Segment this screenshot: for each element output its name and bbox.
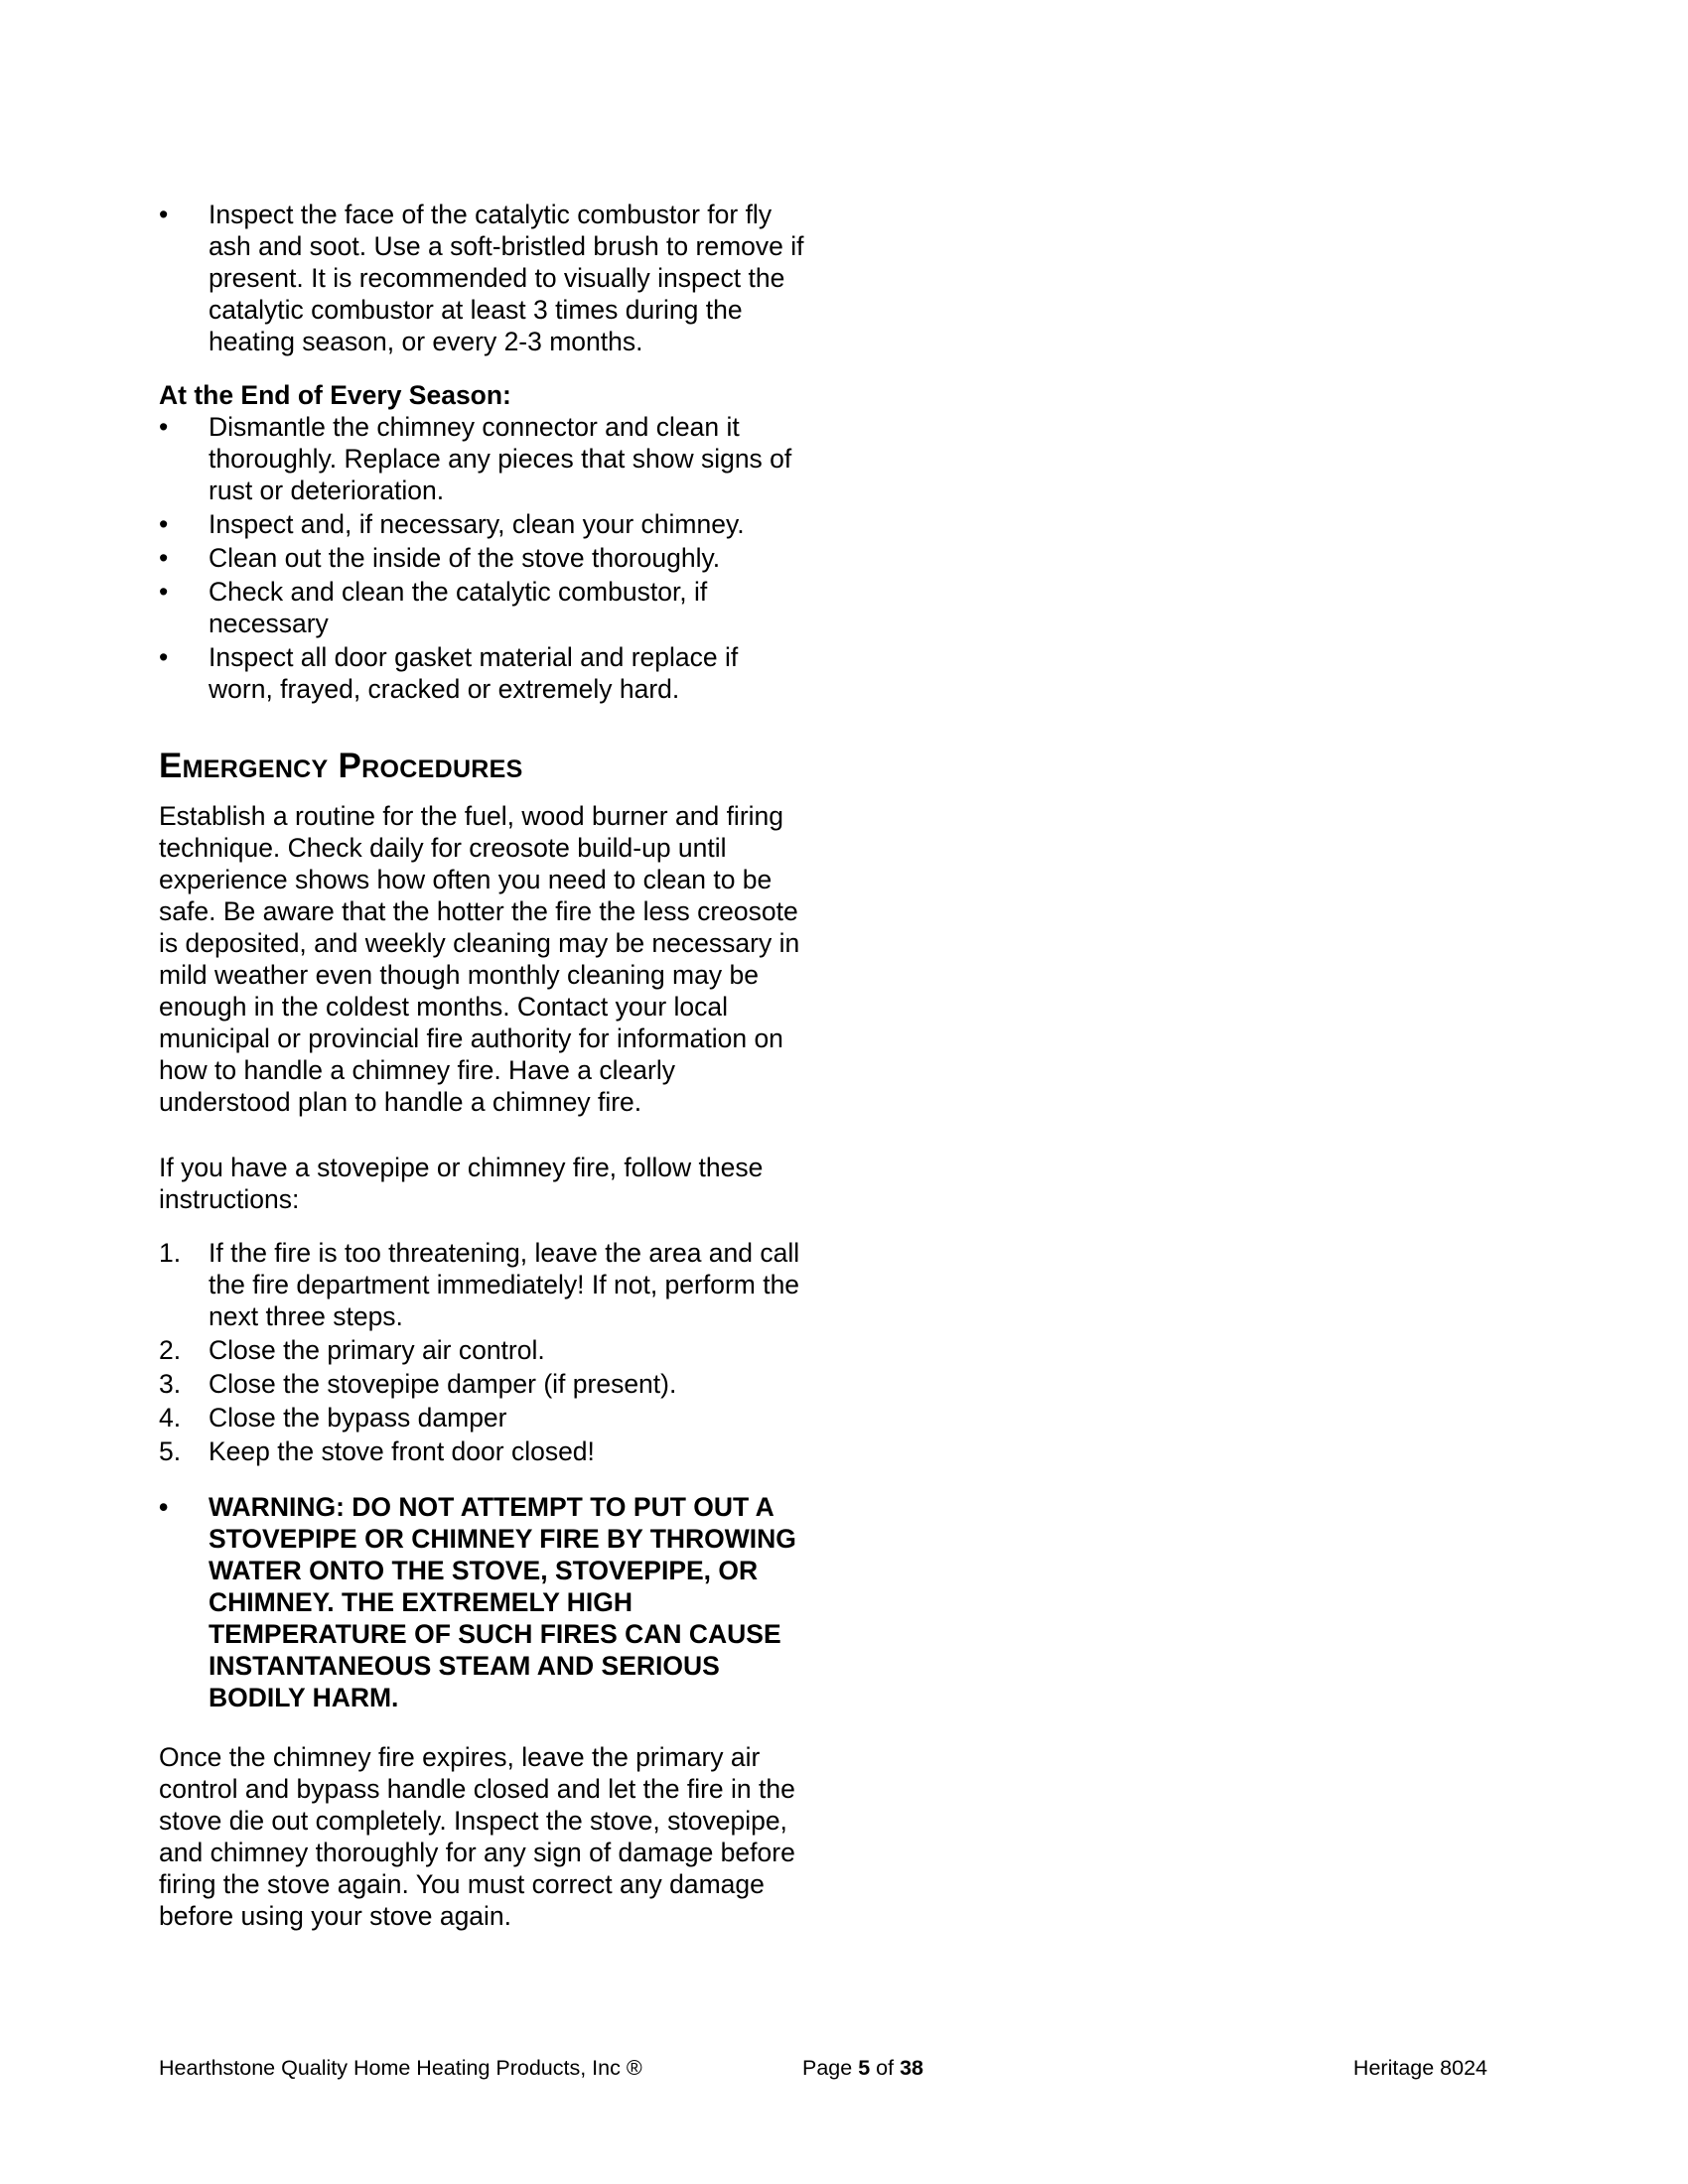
emergency-steps-list — [159, 1237, 804, 1467]
list-item — [159, 1237, 804, 1332]
page-current: 5 — [858, 2056, 871, 2080]
page-word: Page — [802, 2056, 853, 2080]
list-item — [159, 542, 804, 574]
list-item — [159, 508, 804, 540]
step-text: Keep the stove front door closed! — [209, 1436, 595, 1466]
step-number: 3. — [159, 1369, 182, 1399]
page-footer — [159, 2053, 1487, 2083]
spacer — [159, 1469, 804, 1491]
bullet-text: Inspect the face of the catalytic combustor for fly ash and soot. Use a soft-bristled brush to remove if present. It is recommended to visually inspect the catalytic combustor at least 3 times during the heating season, or every 2-3 months. — [209, 200, 804, 356]
list-item — [159, 1402, 804, 1433]
step-text: If the fire is too threatening, leave the area and call the fire department immediately! If not, perform the next three steps. — [209, 1238, 800, 1331]
bullet-text: Clean out the inside of the stove thoroughly. — [209, 543, 721, 573]
page-of: of — [876, 2056, 895, 2080]
footer-model: Heritage 8024 — [1352, 2056, 1487, 2080]
after-fire-paragraph: Once the chimney fire expires, leave the primary air control and bypass handle closed and let the fire in the stove die out completely. Inspect the stove, stovepipe, and chimney thoroughly for any sign of damage before firing the stove again. You must correct any damage before using your stove again. — [159, 1742, 795, 1931]
list-item — [159, 1334, 804, 1366]
list-item — [159, 1435, 804, 1467]
warning-list — [159, 1491, 804, 1713]
bullet-text: Inspect and, if necessary, clean your chimney. — [209, 509, 745, 539]
bullet-text: Check and clean the catalytic combustor, if necessary — [209, 577, 708, 638]
warning-text: WARNING: DO NOT ATTEMPT TO PUT OUT A STOVEPIPE OR CHIMNEY FIRE BY THROWING WATER ONTO THE STOVE, STOVEPIPE, OR CHIMNEY. THE EXTREMELY HIGH TEMPERATURE OF SUCH FIRES CAN CAUSE INSTANTANEOUS STEAM AND SERIOUS BODILY HARM. — [209, 1492, 796, 1712]
bullet-icon: • — [159, 1492, 169, 1522]
bullet-icon: • — [159, 577, 169, 607]
page-total: 38 — [900, 2056, 923, 2080]
bullet-text: Inspect all door gasket material and replace if worn, frayed, cracked or extremely hard. — [209, 642, 739, 704]
bullet-text: Dismantle the chimney connector and clean it thoroughly. Replace any pieces that show signs of rust or deterioration. — [209, 412, 792, 505]
list-item — [159, 199, 804, 357]
step-number: 2. — [159, 1335, 182, 1365]
season-heading: At the End of Every Season: — [159, 380, 511, 410]
emergency-paragraph: Establish a routine for the fuel, wood burner and firing technique. Check daily for creosote build-up until experience shows how often you need to clean to be safe. Be aware that the hotter the fire the less creosote is deposited, and weekly cleaning may be necessary in mild weather even though monthly cleaning may be enough in the coldest months. Contact your local municipal or provincial fire authority for information on how to handle a chimney fire. Have a clearly understood plan to handle a chimney fire. — [159, 801, 800, 1117]
step-text: Close the primary air control. — [209, 1335, 545, 1365]
step-number: 5. — [159, 1436, 182, 1466]
bullet-icon: • — [159, 509, 169, 539]
spacer — [159, 1118, 804, 1152]
season-bullet-list — [159, 411, 804, 705]
bullet-icon: • — [159, 200, 169, 229]
bullet-icon: • — [159, 543, 169, 573]
footer-company: Hearthstone Quality Home Heating Products, Inc ® — [159, 2056, 642, 2080]
list-item — [159, 576, 804, 639]
list-item — [159, 641, 804, 705]
list-item — [159, 411, 804, 506]
bullet-icon: • — [159, 412, 169, 442]
step-text: Close the stovepipe damper (if present). — [209, 1369, 677, 1399]
list-item — [159, 1368, 804, 1400]
step-number: 1. — [159, 1238, 182, 1268]
warning-item — [159, 1491, 804, 1713]
page-number — [802, 2053, 923, 2083]
main-column — [159, 199, 804, 1932]
step-number: 4. — [159, 1403, 182, 1433]
bullet-icon: • — [159, 642, 169, 672]
inspection-bullet-list — [159, 199, 804, 357]
spacer — [159, 1715, 804, 1741]
section-title: Emergency Procedures — [159, 747, 523, 785]
instructions-intro: If you have a stovepipe or chimney fire, follow these instructions: — [159, 1153, 764, 1214]
step-text: Close the bypass damper — [209, 1403, 507, 1433]
spacer — [159, 1215, 804, 1237]
